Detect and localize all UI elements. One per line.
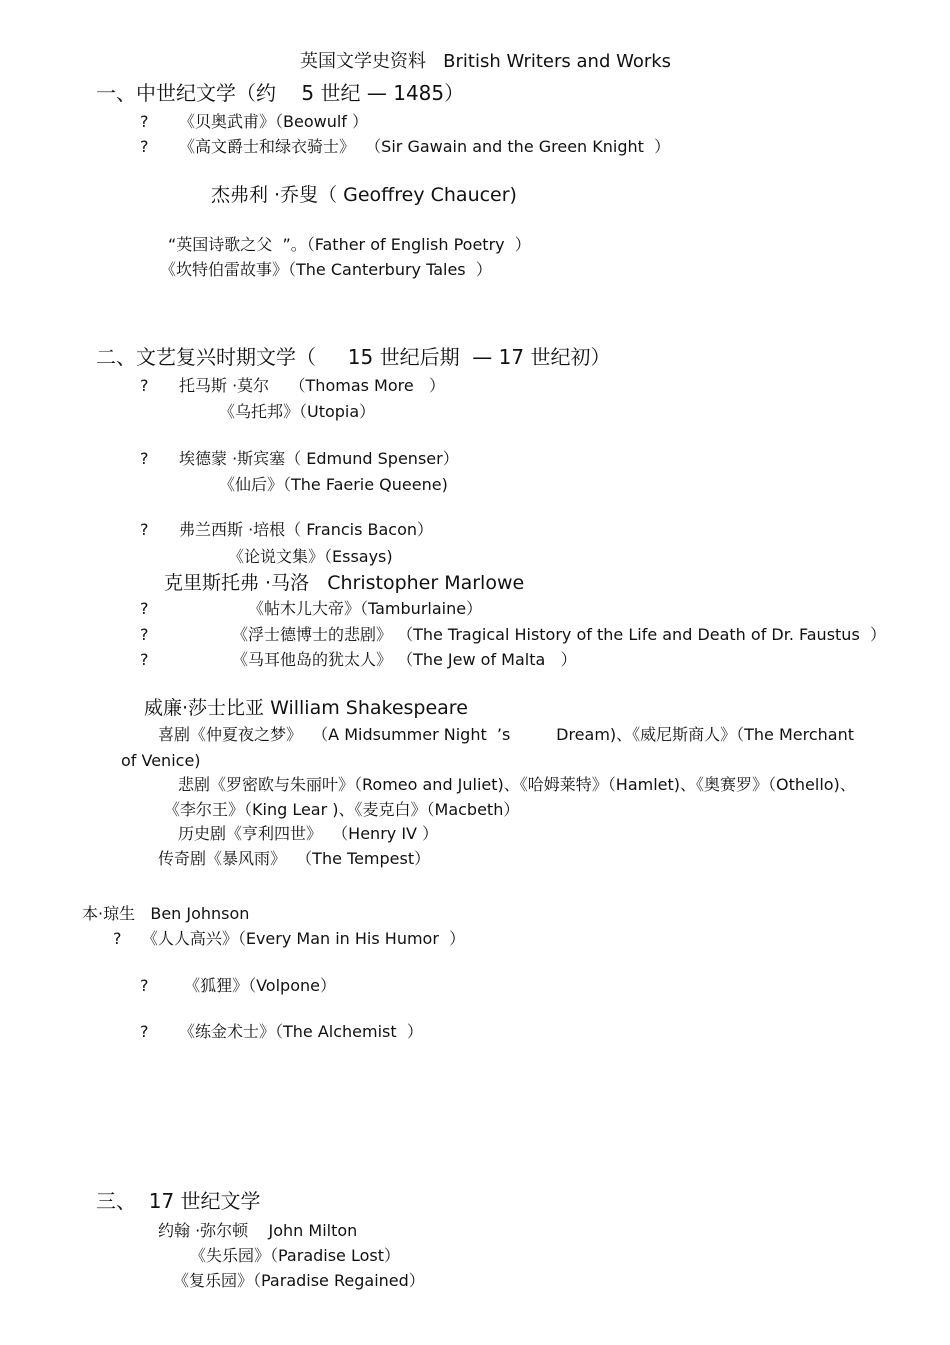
list-item: ? 《贝奥武甫》（Beowulf ） <box>140 112 369 131</box>
work-faustus: 《浮士德博士的悲剧》 （The Tragical History of the Life and Death of Dr. Faustus ） <box>232 625 886 644</box>
shakespeare-histories: 历史剧《亨利四世》 （Henry IV ） <box>178 824 439 843</box>
document-title: 英国文学史资料 British Writers and Works <box>300 51 672 72</box>
shakespeare-comedies: 喜剧《仲夏夜之梦》 （A Midsummer Night ’s Dream)、《威尼斯商人》（The Merchant <box>158 725 855 744</box>
work-paradise-lost: 《失乐园》（Paradise Lost） <box>190 1246 401 1265</box>
work-jew-of-malta: 《马耳他岛的犹太人》 （The Jew of Malta ） <box>232 650 577 669</box>
work-paradise-regained: 《复乐园》（Paradise Regained） <box>173 1271 425 1290</box>
shakespeare-tragedies-cont: 《李尔王》（King Lear )、《麦克白》（Macbeth） <box>164 800 520 819</box>
work-alchemist: ? 《练金术士》（The Alchemist ） <box>140 1022 423 1041</box>
work-utopia: 《乌托邦》（Utopia） <box>219 402 376 421</box>
author-milton: 约翰 ·弥尔顿 John Milton <box>158 1221 358 1240</box>
shakespeare-tragedies: 悲剧《罗密欧与朱丽叶》（Romeo and Juliet)、《哈姆莱特》（Hamlet)、《奥赛罗》（Othello)、 <box>178 775 856 794</box>
work-volpone: ? 《狐狸》（Volpone） <box>140 976 336 995</box>
chaucer-note: “英国诗歌之父 ”。（Father of English Poetry ） <box>168 235 531 254</box>
author-shakespeare: 威廉·莎士比亚 William Shakespeare <box>144 697 468 719</box>
author-jonson: 本·琼生 Ben Johnson <box>82 904 250 923</box>
work-essays: 《论说文集》（Essays) <box>228 547 393 566</box>
bullet: ? <box>140 625 149 644</box>
section-2-heading: 二、文艺复兴时期文学（ 15 世纪后期 — 17 世纪初） <box>96 345 611 369</box>
shakespeare-romances: 传奇剧《暴风雨》 （The Tempest） <box>158 849 431 868</box>
author-more: ? 托马斯 ·莫尔 （Thomas More ） <box>140 376 445 395</box>
chaucer-work: 《坎特伯雷故事》（The Canterbury Tales ） <box>160 260 492 279</box>
author-chaucer: 杰弗利 ·乔叟（ Geoffrey Chaucer) <box>211 184 517 206</box>
shakespeare-comedies-cont: of Venice) <box>121 751 201 770</box>
bullet: ? <box>140 650 149 669</box>
author-bacon: ? 弗兰西斯 ·培根（ Francis Bacon） <box>140 520 434 539</box>
work-tamburlaine: 《帖木儿大帝》（Tamburlaine） <box>248 599 483 618</box>
work-faerie-queene: 《仙后》（The Faerie Queene) <box>219 475 448 494</box>
bullet: ? <box>140 599 149 618</box>
author-marlowe: 克里斯托弗 ·马洛 Christopher Marlowe <box>164 572 525 594</box>
list-item: ? 《高文爵士和绿衣骑士》 （Sir Gawain and the Green Knight ） <box>140 137 671 156</box>
work-every-man: ? 《人人高兴》（Every Man in His Humor ） <box>113 929 466 948</box>
section-1-heading: 一、中世纪文学（约 5 世纪 — 1485） <box>96 81 465 105</box>
section-3-heading: 三、 17 世纪文学 <box>96 1189 261 1213</box>
author-spenser: ? 埃德蒙 ·斯宾塞（ Edmund Spenser） <box>140 449 459 468</box>
